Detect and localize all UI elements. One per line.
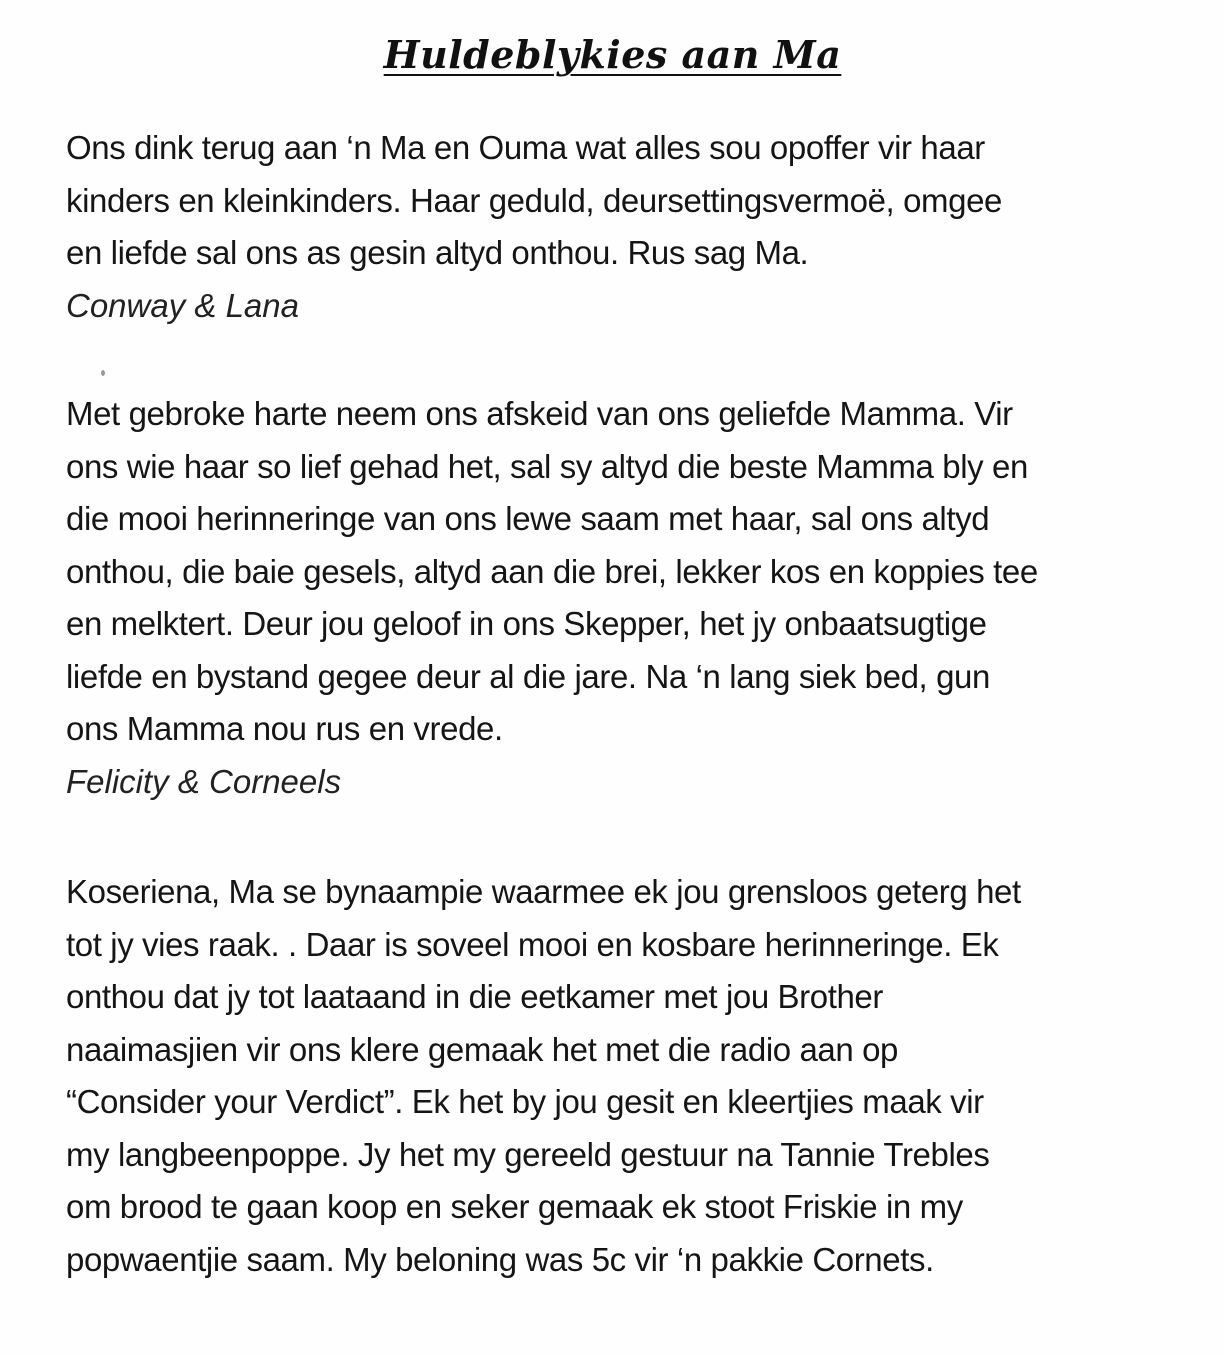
tribute-line: naaimasjien vir ons klere gemaak het met die radio aan op bbox=[66, 1030, 899, 1068]
tribute-line: om brood te gaan koop en seker gemaak ek stoot Friskie in my bbox=[66, 1188, 963, 1225]
tribute-line: onthou, die baie gesels, altyd aan die brei, lekker kos en koppies tee bbox=[66, 552, 1038, 590]
tribute-line: en liefde sal ons as gesin altyd onthou. Rus sag Ma. bbox=[66, 234, 809, 271]
tribute-line: popwaentjie saam. My beloning was 5c vir ‘n pakkie Cornets. bbox=[66, 1240, 934, 1278]
tribute-koseriena bbox=[66, 866, 1176, 1286]
tribute-line: onthou dat jy tot laataand in die eetkamer met jou Brother bbox=[66, 978, 883, 1015]
tribute-line: Ons dink terug aan ‘n Ma en Ouma wat alles sou opoffer vir haar bbox=[66, 129, 985, 166]
tribute-line: die mooi herinneringe van ons lewe saam met haar, sal ons altyd bbox=[66, 500, 990, 537]
tribute-line: Met gebroke harte neem ons afskeid van ons geliefde Mamma. Vir bbox=[66, 395, 1013, 432]
scan-speck bbox=[101, 370, 105, 376]
tribute-line: en melktert. Deur jou geloof in ons Skepper, het jy onbaatsugtige bbox=[66, 605, 987, 642]
tribute-felicity-corneels bbox=[66, 388, 1176, 808]
tribute-line: Koseriena, Ma se bynaampie waarmee ek jou grensloos geterg het bbox=[66, 873, 1021, 910]
tribute-signature: Conway & Lana bbox=[66, 286, 299, 324]
tribute-line: tot jy vies raak. . Daar is soveel mooi en kosbare herinneringe. Ek bbox=[66, 925, 999, 963]
tribute-line: liefde en bystand gegee deur al die jare. Na ‘n lang siek bed, gun bbox=[66, 657, 990, 695]
tribute-conway-lana bbox=[66, 122, 1176, 332]
tribute-signature: Felicity & Corneels bbox=[66, 762, 342, 800]
tribute-line: kinders en kleinkinders. Haar geduld, deursettingsvermoë, omgee bbox=[66, 181, 1002, 219]
page-title: Huldeblykies aan Ma bbox=[383, 32, 842, 77]
tribute-line: “Consider your Verdict”. Ek het by jou gesit en kleertjies maak vir bbox=[66, 1083, 984, 1120]
tribute-line: ons Mamma nou rus en vrede. bbox=[66, 710, 503, 747]
tribute-line: ons wie haar so lief gehad het, sal sy altyd die beste Mamma bly en bbox=[66, 447, 1028, 485]
tribute-line: my langbeenpoppe. Jy het my gereeld gestuur na Tannie Trebles bbox=[66, 1135, 990, 1173]
